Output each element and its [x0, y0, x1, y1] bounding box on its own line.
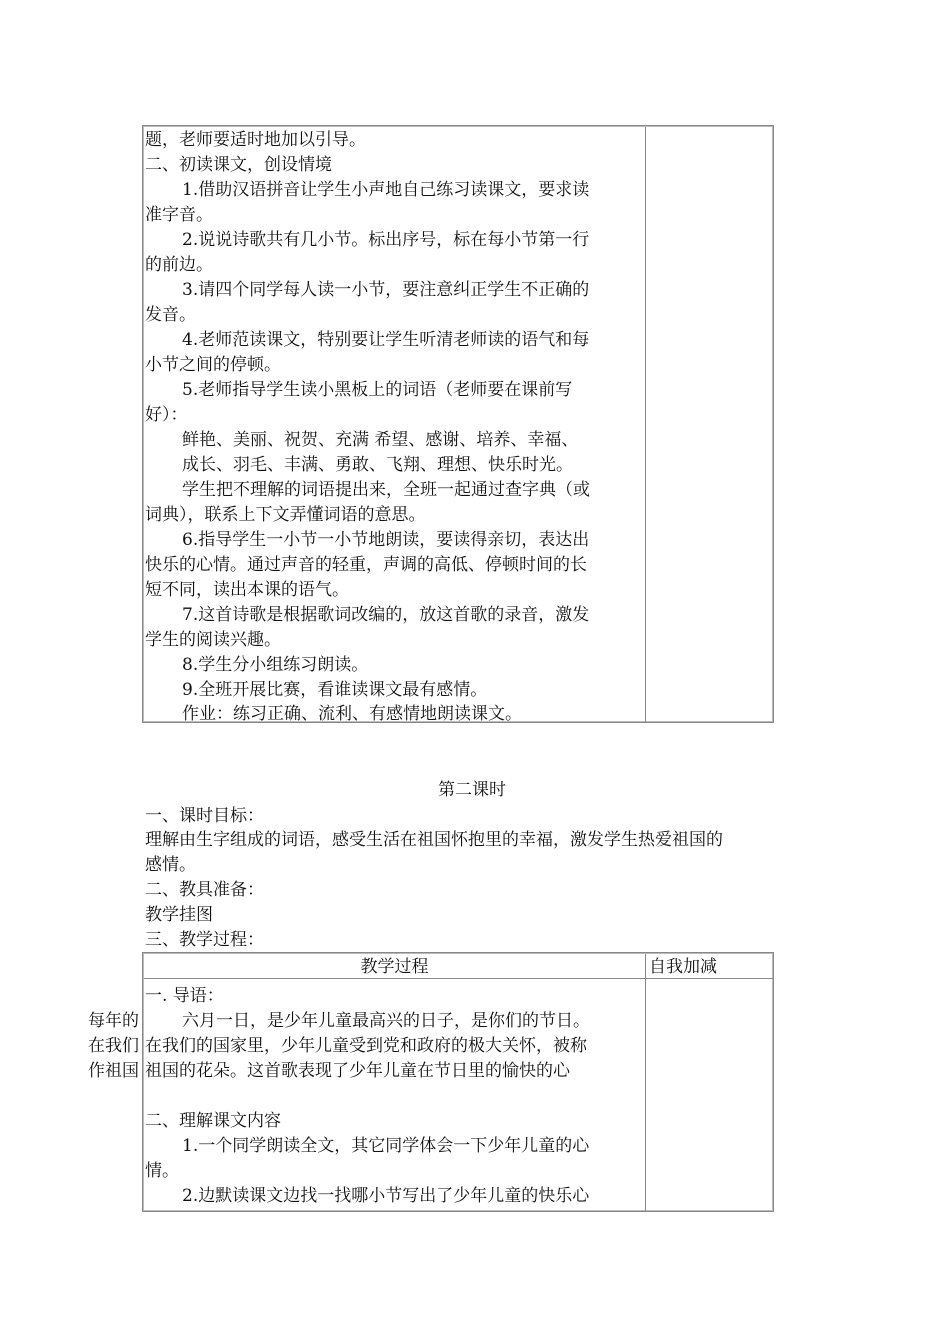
table1-line-8: 发音。: [145, 305, 196, 325]
table1-line-21: 学生的阅读兴趣。: [145, 630, 281, 650]
overflow-fragment-3: 作祖国: [88, 1061, 139, 1081]
table-1-column-divider: [645, 127, 646, 722]
table1-line-14: 成长、羽毛、丰满、勇敢、飞翔、理想、快乐时光。: [182, 455, 573, 475]
goal-line-2: 感情。: [145, 855, 196, 875]
table1-line-24: 作业：练习正确、流利、有感情地朗读课文。: [182, 704, 522, 724]
table1-line-9: 4.老师范读课文，特别要让学生听清老师读的语气和每: [182, 330, 590, 350]
table1-line-23: 9.全班开展比赛，看谁读课文最有感情。: [182, 680, 488, 700]
process-heading: 三、教学过程：: [145, 930, 264, 950]
lesson-2-title: 第二课时: [438, 780, 506, 800]
prep-heading: 二、教具准备：: [145, 880, 264, 900]
table1-line-2: 二、初读课文，创设情境: [145, 155, 332, 175]
table1-line-13: 鲜艳、美丽、祝贺、充满 希望、感谢、培养、幸福、: [182, 430, 579, 450]
table2-line-2: 六月一日，是少年儿童最高兴的日子，是你们的节日。: [182, 1011, 590, 1031]
table1-line-11: 5.老师指导学生读小黑板上的词语（老师要在课前写: [182, 380, 573, 400]
table2-line-1: 一. 导语：: [145, 986, 224, 1006]
table1-line-15: 学生把不理解的词语提出来，全班一起通过查字典（或: [182, 480, 590, 500]
goal-line-1: 理解由生字组成的词语，感受生活在祖国怀抱里的幸福，激发学生热爱祖国的: [145, 830, 723, 850]
table1-line-3: 1.借助汉语拼音让学生小声地自己练习读课文，要求读: [182, 180, 590, 200]
prep-text: 教学挂图: [145, 905, 213, 925]
table1-line-5: 2.说说诗歌共有几小节。标出序号，标在每小节第一行: [182, 230, 590, 250]
table2-line-3: 在我们的国家里，少年儿童受到党和政府的极大关怀，被称: [145, 1036, 587, 1056]
col-header-process: 教学过程: [360, 957, 429, 977]
table1-line-6: 的前边。: [145, 255, 213, 275]
table1-line-17: 6.指导学生一小节一小节地朗读，要读得亲切，表达出: [182, 530, 590, 550]
table1-line-4: 准字音。: [145, 205, 213, 225]
table2-line-5: 二、理解课文内容: [145, 1111, 281, 1131]
table1-line-19: 短不同，读出本课的语气。: [145, 580, 349, 600]
table2-line-4: 祖国的花朵。这首歌表现了少年儿童在节日里的愉快的心: [145, 1061, 570, 1081]
table1-line-7: 3.请四个同学每人读一小节，要注意纠正学生不正确的: [182, 280, 590, 300]
overflow-fragment-2: 在我们: [88, 1036, 139, 1056]
table1-line-18: 快乐的心情。通过声音的轻重，声调的高低、停顿时间的长: [145, 555, 587, 575]
table1-line-16: 词典），联系上下文弄懂词语的意思。: [145, 505, 426, 525]
table-2-column-divider: [645, 954, 646, 1211]
table2-line-7: 情。: [145, 1161, 179, 1181]
table1-line-12: 好）：: [145, 405, 188, 425]
table1-line-20: 7.这首诗歌是根据歌词改编的，放这首歌的录音，激发: [182, 605, 590, 625]
table1-line-1: 题，老师要适时地加以引导。: [145, 130, 366, 150]
table1-line-22: 8.学生分小组练习朗读。: [182, 655, 369, 675]
table2-line-6: 1.一个同学朗读全文，其它同学体会一下少年儿童的心: [182, 1136, 590, 1156]
overflow-fragment-1: 每年的: [88, 1011, 139, 1031]
col-header-adjust: 自我加减: [649, 957, 717, 977]
table1-line-10: 小节之间的停顿。: [145, 355, 281, 375]
goal-heading: 一、课时目标：: [145, 806, 264, 826]
table2-line-8: 2.边默读课文边找一找哪小节写出了少年儿童的快乐心: [182, 1186, 590, 1206]
